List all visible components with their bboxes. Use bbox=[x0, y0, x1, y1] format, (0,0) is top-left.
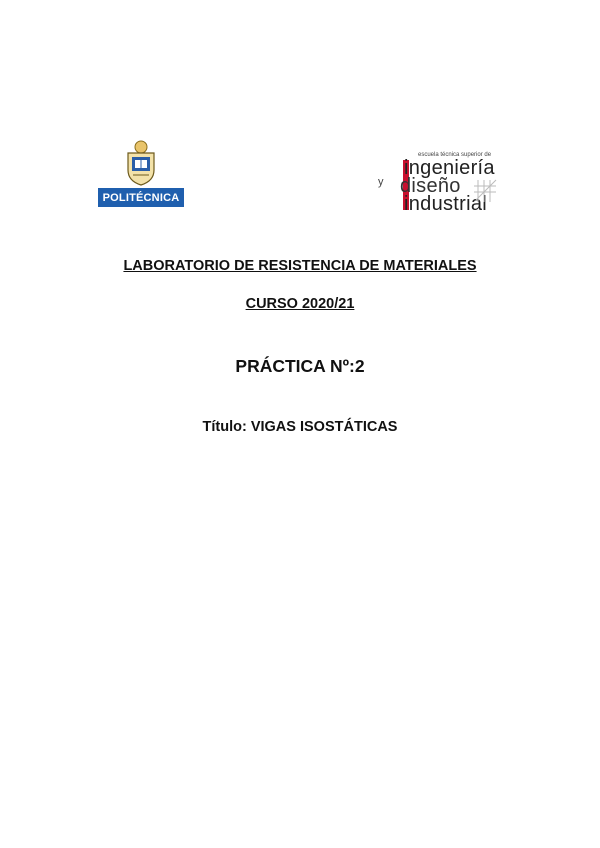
etsidi-word-industrial: industrial bbox=[404, 193, 488, 215]
etsidi-small-line: escuela técnica superior de bbox=[418, 152, 492, 158]
upm-logo-band bbox=[98, 188, 184, 207]
lab-title: LABORATORIO DE RESISTENCIA DE MATERIALES bbox=[123, 258, 477, 274]
etsidi-word-diseno: diseño bbox=[400, 175, 461, 197]
course-title: CURSO 2020/21 bbox=[245, 296, 355, 312]
grid-pattern-icon bbox=[474, 178, 504, 204]
upm-logo-text: POLITÉCNICA bbox=[102, 191, 180, 204]
upm-logo bbox=[98, 140, 184, 210]
etsidi-logo bbox=[378, 152, 508, 214]
crest-icon bbox=[120, 140, 162, 186]
logo-connector: y bbox=[378, 176, 384, 188]
etsidi-word-ingenieria: ingeniería bbox=[404, 157, 495, 179]
practice-title: Título: VIGAS ISOSTÁTICAS bbox=[202, 419, 398, 435]
practice-number: PRÁCTICA Nº:2 bbox=[235, 356, 365, 376]
